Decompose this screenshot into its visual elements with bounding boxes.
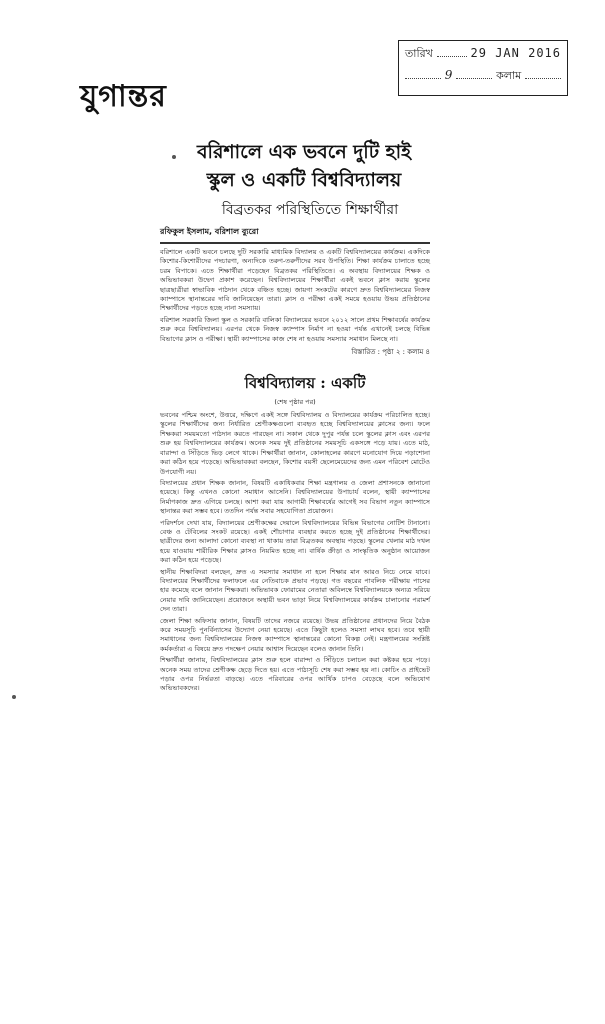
stamp-dotted-line [405,68,441,79]
stamp-dotted-line [437,46,467,57]
body-paragraph: বিদ্যালয়ের প্রধান শিক্ষক জানান, বিষয়টি একাধিকবার শিক্ষা মন্ত্রণালয় ও জেলা প্রশাসনকে জানানো হয়েছে। কিন্তু এখনও কোনো সমাধান আসেনি। বিশ্ববিদ্যালয়ের উপাচার্য বলেন, স্থায়ী ক্যাম্পাসের নির্মাণকাজ দ্রুত এগিয়ে চলছে। আশা করা যায় আগামী শিক্ষাবর্ষের আগেই সব বিভাগ নতুন ক্যাম্পাসে স্থানান্তর করা সম্ভব হবে। ততদিন পর্যন্ত সবার সহযোগিতা প্রয়োজন। [160,478,430,516]
stamp-page-label: কলাম [496,69,522,82]
body-paragraph: ভবনের পশ্চিম অংশে, উত্তরে, দক্ষিণে একই সঙ্গে বিশ্ববিদ্যালয় ও বিদ্যালয়ের কার্যক্রম পরিচালিত হচ্ছে। স্কুলের শিক্ষার্থীদের জন্য নির্ধারিত শ্রেণীকক্ষগুলো ব্যবহৃত হচ্ছে বিশ্ববিদ্যালয়ের ক্লাসের জন্য। ফলে শিক্ষকরা সময়মতো পাঠদান করতে পারছেন না। সকাল থেকে দুপুর পর্যন্ত চলে স্কুলের ক্লাস এবং এরপর শুরু হয় বিশ্ববিদ্যালয়ের কার্যক্রম। অনেক সময় দুই প্রতিষ্ঠানের সময়সূচি একসঙ্গে পড়ে যায়। এতে মাঠ, বারান্দা ও সিঁড়িতে ভিড় লেগে থাকে। শিক্ষার্থীরা জানান, কোলাহলের কারণে মনোযোগ দিয়ে পড়াশোনা করা কঠিন হয়ে পড়েছে। অভিভাবকরা বলছেন, কিশোর বয়সী ছেলেমেয়েদের জন্য এমন পরিবেশ মোটেও উপযোগী নয়। [160,411,430,476]
stamp-dotted-line [456,68,492,79]
stamp-date-row [405,45,561,67]
body-paragraph: জেলা শিক্ষা অফিসার জানান, বিষয়টি তাদের নজরে রয়েছে। উভয় প্রতিষ্ঠানের প্রধানদের নিয়ে বৈঠক করে সময়সূচি পুনর্বিন্যাসের উদ্যোগ নেয়া হয়েছে। এতে কিছুটা হলেও সমস্যা লাঘব হবে। তবে স্থায়ী সমাধানের জন্য বিশ্ববিদ্যালয়ের নিজস্ব ক্যাম্পাসে স্থানান্তরের কোনো বিকল্প নেই। মন্ত্রণালয়ের সংশ্লিষ্ট কর্মকর্তারা এ বিষয়ে দ্রুত পদক্ষেপ নেয়ার আশ্বাস দিয়েছেন বলেও জানান তিনি। [160,616,430,653]
stamp-page-row [405,67,561,89]
lead-paragraph-2: বরিশাল সরকারি জিলা স্কুল ও সরকারি বালিকা বিদ্যালয়ের ভবনে ২০১২ সালে প্রথম শিক্ষাবর্ষের কার্যক্রম শুরু করে বিশ্ববিদ্যালয়। এরপর থেকে নিজস্ব ক্যাম্পাস নির্মাণ না হওয়া পর্যন্ত এখানেই চলছে বিভিন্ন বিভাগের ক্লাস ও পরীক্ষা। স্থায়ী ক্যাম্পাসের কাজ শেষ না হওয়ায় সমস্যার সমাধান মিলছে না। [160,315,430,343]
continued-from-label: (শেষ পৃষ্ঠার পর) [274,398,316,407]
body-paragraph: পরিদর্শনে দেখা যায়, বিদ্যালয়ের শ্রেণীকক্ষের দেয়ালে বিশ্ববিদ্যালয়ের বিভিন্ন বিভাগের নোটিশ টানানো। বেঞ্চ ও টেবিলের সংকট রয়েছে। একই শৌচাগার ব্যবহার করতে হচ্ছে দুই প্রতিষ্ঠানের শিক্ষার্থীদের। ছাত্রীদের জন্য আলাদা কোনো ব্যবস্থা না থাকায় তারা বিব্রতকর অবস্থায় পড়ছে। স্কুলের খেলার মাঠ দখল হয়ে যাওয়ায় শারীরিক শিক্ষার ক্লাসও নিয়মিত হচ্ছে না। বার্ষিক ক্রীড়া ও সাংস্কৃতিক অনুষ্ঠান আয়োজন করা কঠিন হয়ে পড়েছে। [160,518,430,565]
stamp-date-value: 29 JAN 2016 [470,46,561,60]
newspaper-masthead: যুগান্তর [80,79,167,114]
ink-mark [12,695,16,699]
archive-date-stamp [398,40,568,96]
divider [160,242,430,244]
stamp-date-label: তারিখ [405,47,433,60]
body-paragraph: শিক্ষার্থীরা জানায়, বিশ্ববিদ্যালয়ের ক্লাস শুরু হলে বারান্দা ও সিঁড়িতে চলাচল করা কষ্টকর হয়ে পড়ে। অনেক সময় তাদের শ্রেণীকক্ষ ছেড়ে দিতে হয়। এতে পাঠ্যসূচি শেষ করা সম্ভব হয় না। কোচিং ও প্রাইভেট পড়ার ওপর নির্ভরতা বাড়ছে। এতে পরিবারের ওপর আর্থিক চাপও বেড়েছে বলে অভিযোগ অভিভাবকদের। [160,656,430,693]
body-paragraph: স্থানীয় শিক্ষাবিদরা বলছেন, দ্রুত এ সমস্যার সমাধান না হলে শিক্ষার মান আরও নিচে নেমে যাবে। বিদ্যালয়ের শিক্ষার্থীদের ফলাফলে এর নেতিবাচক প্রভাব পড়ছে। গত বছরের পাবলিক পরীক্ষায় পাসের হার কমেছে বলে জানান শিক্ষকরা। অভিভাবক ফোরামের নেতারা অবিলম্বে বিশ্ববিদ্যালয়কে অন্যত্র সরিয়ে নেয়ার দাবি জানিয়েছেন। প্রয়োজনে অস্থায়ী ভবন ভাড়া নিয়ে বিশ্ববিদ্যালয়ের কার্যক্রম চালানোর পরামর্শ দেন তারা। [160,567,430,614]
lead-paragraph: বরিশালে একটি ভবনে চলছে দুটি সরকারি মাধ্যমিক বিদ্যালয় ও একটি বিশ্ববিদ্যালয়ের কার্যক্রম। একদিকে কিশোর-কিশোরীদের পদচারণা, অন্যদিকে তরুণ-তরুণীদের সরব উপস্থিতি। শিক্ষা কার্যক্রম চালাতে হচ্ছে চরম বিপাকে। এতে শিক্ষার্থীরা পড়েছেন বিব্রতকর পরিস্থিতিতে। এ অবস্থায় বিদ্যালয়ের শিক্ষক ও অভিভাবকরা উদ্বেগ প্রকাশ করেছেন। বিশ্ববিদ্যালয়ের শিক্ষার্থীরা একই ভবনে ক্লাস করায় স্কুলের ছাত্রছাত্রীরা স্বাভাবিক পাঠদান থেকে বঞ্চিত হচ্ছে। জায়গা সংকটের কারণে দ্রুত বিশ্ববিদ্যালয়ের নিজস্ব ক্যাম্পাসে স্থানান্তরের দাবি জানিয়েছেন তারা। ক্লাস ও পরীক্ষা একই সময়ে হওয়ায় উভয় প্রতিষ্ঠানের শিক্ষার্থীদের পড়তে হচ্ছে নানা সমস্যায়। [160,248,430,313]
headline-line-1: বরিশালে এক ভবনে দুটি হাই [196,141,412,163]
stamp-dotted-line [525,68,561,79]
ink-mark [172,155,176,159]
headline-line-2: স্কুল ও একটি বিশ্ববিদ্যালয় [206,169,402,191]
byline: রফিকুল ইসলাম, বরিশাল ব্যুরো [160,227,259,236]
stamp-page-value: 9 [444,68,453,82]
continuation-heading: বিশ্ববিদ্যালয় : একটি [244,374,366,393]
news-clipping [160,138,430,696]
continuation-note: বিস্তারিত : পৃষ্ঠা ২ : কলাম ৪ [351,348,430,357]
subheadline: বিব্রতকর পরিস্থিতিতে শিক্ষার্থীরা [221,202,399,218]
